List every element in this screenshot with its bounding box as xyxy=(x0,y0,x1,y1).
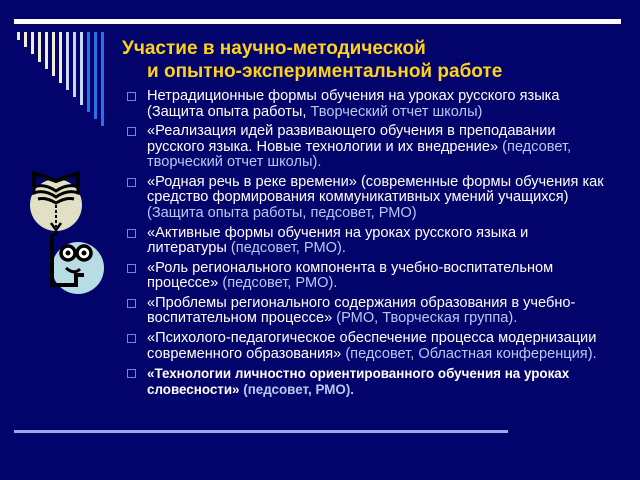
item-text: Нетрадиционные формы обучения на уроках русского языка (Защита опыта работы, xyxy=(147,88,560,120)
book-reader-clipart xyxy=(26,165,116,300)
item-note: (педсовет, РМО). xyxy=(222,275,338,292)
square-bullet-icon xyxy=(127,299,136,308)
title-line-2: и опытно-экспериментальной работе xyxy=(147,61,503,82)
slide-title xyxy=(122,37,502,83)
item-text: «Психолого-педагогическое обеспечение процесса модернизации современного образования» xyxy=(147,330,597,362)
square-bullet-icon xyxy=(127,369,136,378)
list-item xyxy=(127,89,607,120)
title-line-1: Участие в научно-методической xyxy=(122,38,426,59)
item-text: «Технологии личностно ориентированного обучения на уроках словесности» xyxy=(147,366,570,397)
item-text: «Реализация идей развивающего обучения в преподавании русского языка. Новые технологии и их внедрение» xyxy=(147,123,556,155)
item-note: (педсовет, РМО). xyxy=(243,381,355,397)
bottom-rule xyxy=(14,430,508,433)
item-text: «Роль регионального компонента в учебно-воспитательном процессе» xyxy=(147,259,554,292)
item-note: (педсовет, РМО). xyxy=(230,240,346,257)
item-note: (Защита опыта работы, педсовет, РМО) xyxy=(147,204,417,221)
list-item xyxy=(127,175,607,222)
square-bullet-icon xyxy=(127,334,136,343)
book-icon xyxy=(30,173,82,231)
item-note: (педсовет, Областная конференция). xyxy=(345,345,597,362)
square-bullet-icon xyxy=(127,178,136,187)
list-item xyxy=(127,331,607,362)
bullet-list xyxy=(127,89,607,402)
list-item xyxy=(127,124,607,171)
item-note: Творческий отчет школы) xyxy=(310,103,483,120)
item-text: «Проблемы регионального содержания образования в учебно-воспитательном процессе» xyxy=(147,294,576,327)
top-rule xyxy=(14,19,621,24)
item-text: «Активные формы обучения на уроках русского языка и литературы xyxy=(147,224,529,257)
list-item xyxy=(127,366,607,397)
item-note: (педсовет, творческий отчет школы). xyxy=(147,138,572,171)
square-bullet-icon xyxy=(127,127,136,136)
item-text: «Родная речь в реке времени» (современные формы обучения как средство формирования коммуникативных умений учащихся) xyxy=(147,173,604,206)
item-note: (РМО, Творческая группа). xyxy=(336,310,518,327)
square-bullet-icon xyxy=(127,229,136,238)
list-item xyxy=(127,226,607,257)
reader-face-icon xyxy=(52,233,104,294)
list-item xyxy=(127,261,607,292)
square-bullet-icon xyxy=(127,264,136,273)
square-bullet-icon xyxy=(127,92,136,101)
list-item xyxy=(127,296,607,327)
